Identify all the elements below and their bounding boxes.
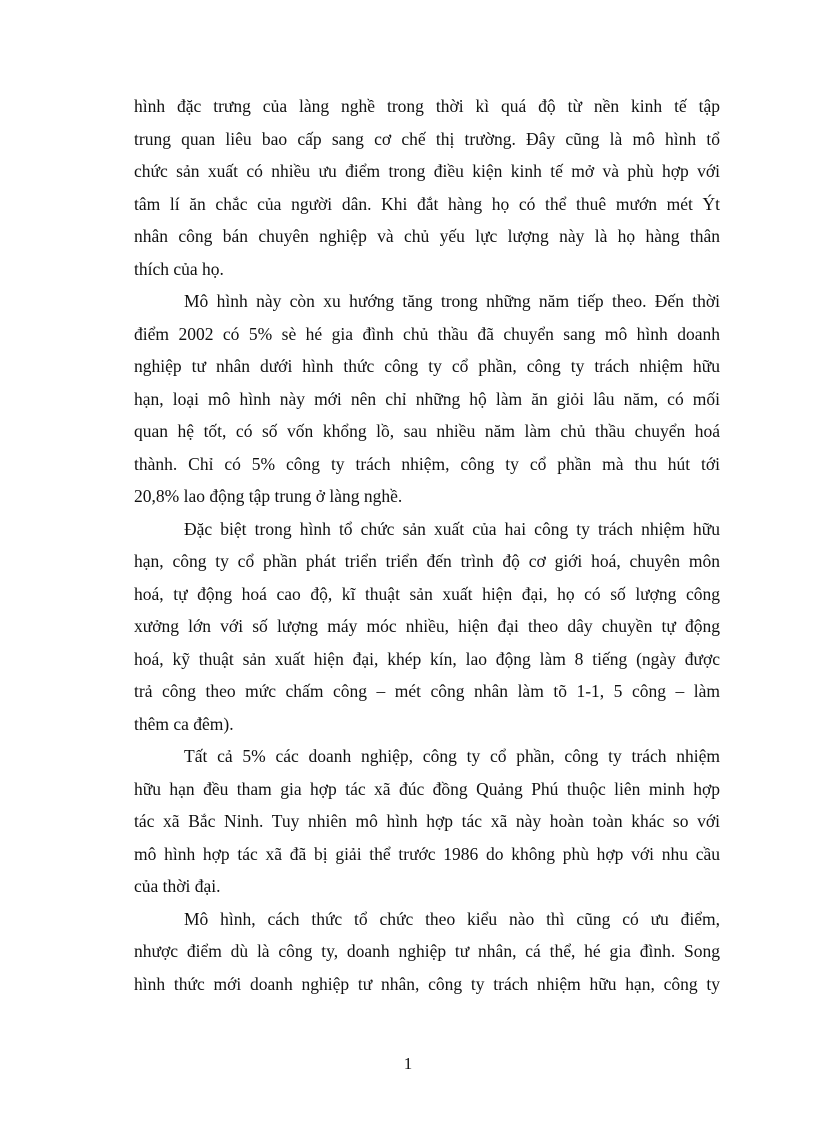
text-line: trả công theo mức chấm công – mét công nhân làm tõ 1-1, 5 công – làm — [134, 681, 720, 701]
text-line: mô hình hợp tác xã đã bị giải thể trước 1986 do không phù hợp với nhu cầu — [134, 843, 720, 864]
paragraph-1 — [134, 90, 720, 285]
text-line: Mô hình, cách thức tổ chức theo kiểu nào thì cũng có ưu điểm, — [184, 908, 720, 929]
text-line: quan hệ tốt, có số vốn khổng lồ, sau nhiều năm làm chủ thầu chuyển hoá — [134, 421, 720, 441]
text-line: thành. Chỉ có 5% công ty trách nhiệm, công ty cổ phần mà thu hút tới — [134, 453, 720, 474]
text-line: trung quan liêu bao cấp sang cơ chế thị trường. Đây cũng là mô hình tổ — [134, 128, 720, 149]
text-line: hoá, tự động hoá cao độ, kĩ thuật sản xuất hiện đại, họ có số lượng công — [134, 583, 720, 604]
document-body — [134, 90, 720, 1000]
text-line: tâm lí ăn chắc của người dân. Khi đắt hàng họ có thể thuê mướn mét Ýt — [134, 193, 720, 214]
text-line: 20,8% lao động tập trung ở làng nghề. — [134, 486, 403, 506]
text-line: thêm ca đêm). — [134, 713, 234, 734]
text-line: của thời đại. — [134, 876, 221, 896]
text-line: điểm 2002 có 5% sè hé gia đình chủ thầu đã chuyển sang mô hình doanh — [134, 323, 720, 344]
text-line: Mô hình này còn xu hướng tăng trong những năm tiếp theo. Đến thời — [184, 291, 720, 311]
text-line: hoá, kỹ thuật sản xuất hiện đại, khép kín, lao động làm 8 tiếng (ngày được — [134, 648, 720, 669]
paragraph-4 — [134, 740, 720, 903]
text-line: Đặc biệt trong hình tổ chức sản xuất của hai công ty trách nhiệm hữu — [184, 518, 720, 539]
paragraph-3 — [134, 513, 720, 741]
text-line: hạn, công ty cổ phần phát triển triển đến trình độ cơ giới hoá, chuyên môn — [134, 551, 720, 571]
text-line: hạn, loại mô hình này mới nên chỉ những hộ làm ăn giỏi lâu năm, có mối — [134, 388, 720, 409]
text-line: tác xã Bắc Ninh. Tuy nhiên mô hình hợp tác xã này hoàn toàn khác so với — [134, 811, 720, 831]
text-line: hữu hạn đều tham gia hợp tác xã đúc đồng Quảng Phú thuộc liên minh hợp — [134, 778, 720, 799]
text-line: nhược điểm dù là công ty, doanh nghiệp tư nhân, cá thể, hé gia đình. Song — [134, 941, 720, 961]
text-line: nhân công bán chuyên nghiệp và chủ yếu lực lượng này là họ hàng thân — [134, 226, 720, 246]
text-line: hình thức mới doanh nghiệp tư nhân, công ty trách nhiệm hữu hạn, công ty — [134, 973, 720, 994]
text-line: hình đặc trưng của làng nghề trong thời kì quá độ từ nền kinh tế tập — [134, 96, 720, 116]
paragraph-2 — [134, 285, 720, 513]
text-line: thích của họ. — [134, 258, 224, 279]
text-line: xưởng lớn với số lượng máy móc nhiều, hiện đại theo dây chuyền tự động — [134, 616, 720, 636]
text-line: chức sản xuất có nhiều ưu điểm trong điều kiện kinh tế mở và phù hợp với — [134, 161, 720, 181]
page-number: 1 — [403, 1054, 413, 1073]
text-line: nghiệp tư nhân dưới hình thức công ty cổ phần, công ty trách nhiệm hữu — [134, 356, 720, 376]
text-line: Tất cả 5% các doanh nghiệp, công ty cổ phần, công ty trách nhiệm — [184, 746, 720, 766]
paragraph-5 — [134, 903, 720, 1001]
